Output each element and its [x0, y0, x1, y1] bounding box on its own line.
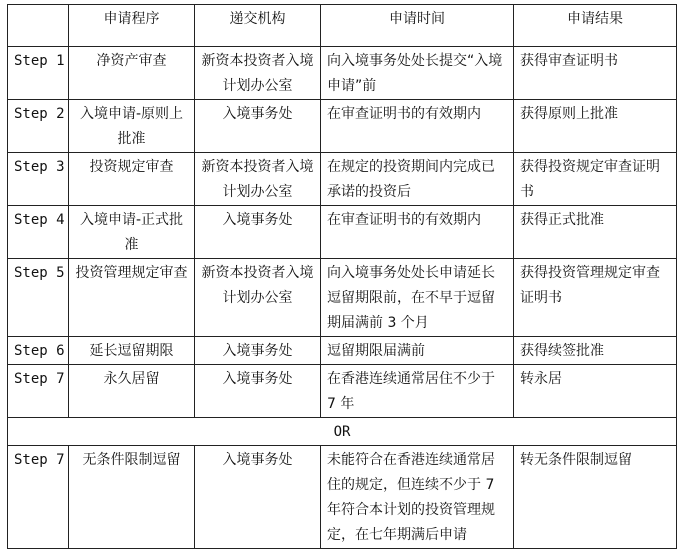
step-label: Step 2 — [8, 100, 69, 153]
time-cell: 向入境事务处处长提交“入境申请”前 — [321, 47, 514, 100]
table-row — [8, 446, 677, 549]
agency-cell: 入境事务处 — [195, 206, 321, 259]
time-cell: 向入境事务处处长申请延长逗留期限前，在不早于逗留期届满前 3 个月 — [321, 259, 514, 337]
result-cell: 获得正式批准 — [514, 206, 677, 259]
or-separator: OR — [8, 418, 677, 446]
result-cell: 获得投资规定审查证明书 — [514, 153, 677, 206]
table-row — [8, 100, 677, 153]
table-row — [8, 47, 677, 100]
procedure-cell: 投资管理规定审查 — [69, 259, 195, 337]
table-row — [8, 153, 677, 206]
table-row — [8, 337, 677, 365]
result-cell: 转无条件限制逗留 — [514, 446, 677, 549]
header-time: 申请时间 — [321, 5, 514, 47]
header-step — [8, 5, 69, 47]
time-cell: 在审查证明书的有效期内 — [321, 100, 514, 153]
agency-cell: 入境事务处 — [195, 446, 321, 549]
agency-cell: 入境事务处 — [195, 337, 321, 365]
procedure-cell: 无条件限制逗留 — [69, 446, 195, 549]
time-cell: 在规定的投资期间内完成已承诺的投资后 — [321, 153, 514, 206]
procedure-cell: 入境申请-正式批准 — [69, 206, 195, 259]
time-cell: 在香港连续通常居住不少于 7 年 — [321, 365, 514, 418]
step-label: Step 5 — [8, 259, 69, 337]
agency-cell: 新资本投资者入境计划办公室 — [195, 259, 321, 337]
table-row — [8, 259, 677, 337]
time-cell: 未能符合在香港连续通常居住的规定，但连续不少于 7 年符合本计划的投资管理规定，在七年期满后申请 — [321, 446, 514, 549]
step-label: Step 3 — [8, 153, 69, 206]
result-cell: 获得续签批准 — [514, 337, 677, 365]
step-label: Step 1 — [8, 47, 69, 100]
separator-row — [8, 418, 677, 446]
header-result: 申请结果 — [514, 5, 677, 47]
step-label: Step 7 — [8, 365, 69, 418]
step-label: Step 6 — [8, 337, 69, 365]
procedure-cell: 永久居留 — [69, 365, 195, 418]
step-label: Step 7 — [8, 446, 69, 549]
result-cell: 转永居 — [514, 365, 677, 418]
table-row — [8, 365, 677, 418]
header-agency: 递交机构 — [195, 5, 321, 47]
procedure-cell: 入境申请-原则上批准 — [69, 100, 195, 153]
table-row — [8, 206, 677, 259]
header-procedure: 申请程序 — [69, 5, 195, 47]
procedure-cell: 延长逗留期限 — [69, 337, 195, 365]
time-cell: 逗留期限届满前 — [321, 337, 514, 365]
agency-cell: 入境事务处 — [195, 100, 321, 153]
application-process-table — [7, 4, 677, 549]
agency-cell: 新资本投资者入境计划办公室 — [195, 153, 321, 206]
result-cell: 获得原则上批准 — [514, 100, 677, 153]
agency-cell: 新资本投资者入境计划办公室 — [195, 47, 321, 100]
procedure-cell: 投资规定审查 — [69, 153, 195, 206]
procedure-cell: 净资产审查 — [69, 47, 195, 100]
time-cell: 在审查证明书的有效期内 — [321, 206, 514, 259]
result-cell: 获得投资管理规定审查证明书 — [514, 259, 677, 337]
agency-cell: 入境事务处 — [195, 365, 321, 418]
header-row — [8, 5, 677, 47]
step-label: Step 4 — [8, 206, 69, 259]
result-cell: 获得审查证明书 — [514, 47, 677, 100]
